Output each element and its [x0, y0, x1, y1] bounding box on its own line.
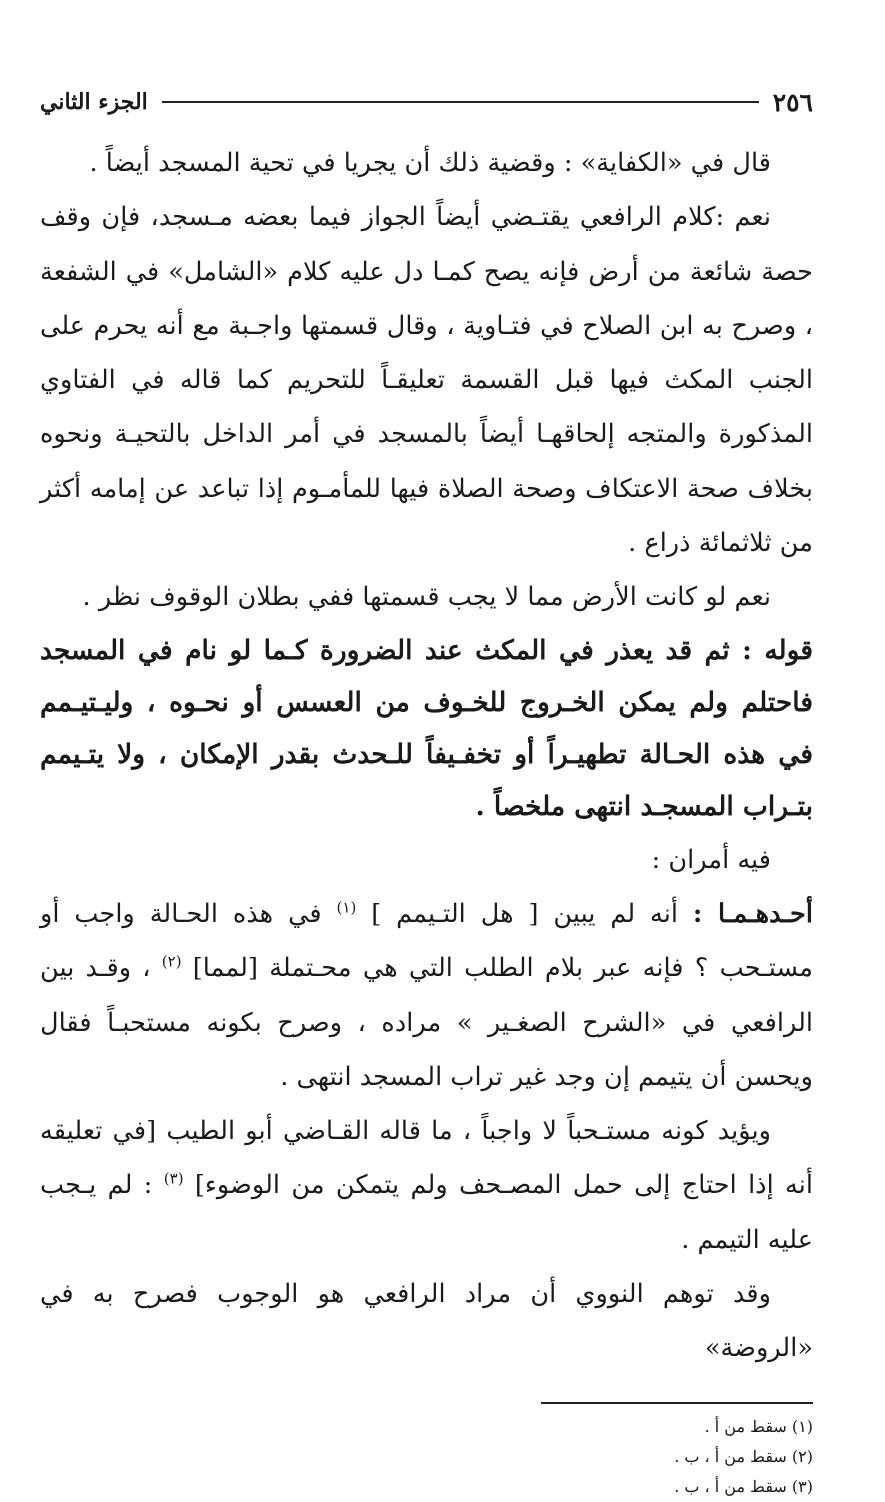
- points-intro: فيه أمران :: [651, 844, 771, 875]
- first-point-text-2: في هذه الحـالة واجب أو مستـحب ؟ فإنه عبر بلام الطلب التي هي محـتملة [لمما]: [40, 898, 813, 984]
- first-point-text-3: ، وقـد بين الرافعي في «الشرح الصغـير » مراده ، وصرح بكونه مستحبـاً فقال ويحسن أن يتيمم إن وجد غير تراب المسجد انتهى .: [40, 953, 813, 1092]
- header-rule: [162, 101, 759, 103]
- footnote-1: (١) سقط من أ .: [704, 1416, 813, 1436]
- footnotes: [40, 1412, 813, 1502]
- closing-paragraph: وقد توهم النووي أن مراد الرافعي هو الوجوب فصرح به في «الروضة»: [40, 1279, 813, 1364]
- paragraph-rafii-waqf: نعم :كلام الرافعي يقتـضي أيضاً الجواز فيما بعضه مـسجد، فإن وقف حصة شائعة من أرض فإنه يصح كمـا دل عليه كلام «الشامل» في الشفعة ، وصرح به ابن الصلاح في فتـاوية ، وقال قسمتها واجـبة مع أنه يحرم على الجنب المكث فيها قبل القسمة تعليقـاً للتحريم كما قاله في الفتاوي المذكورة والمتجه إلحاقهـا أيضاً بالمسجد في أمر الداخل بالتحيـة ونحوه بخلاف صحة الاعتكاف وصحة الصلاة فيها للمأمـوم إذا تباعد عن إمامه أكثر من ثلاثمائة ذراع .: [40, 202, 813, 559]
- support-text-2: : لم يـجب عليه التيمم .: [40, 1170, 813, 1255]
- first-point: [40, 887, 813, 1104]
- paragraph-kifaya: قال في «الكفاية» : وقضية ذلك أن يجريا في تحية المسجد أيضاً .: [89, 148, 771, 178]
- footnote-2: (٢) سقط من أ ، ب .: [674, 1446, 813, 1466]
- page-number: ٢٥٦: [772, 87, 813, 117]
- footnote-ref-2[interactable]: (٢): [161, 952, 182, 971]
- footnote-ref-3[interactable]: (٣): [163, 1169, 184, 1188]
- page-header: [40, 84, 813, 120]
- quoted-passage: قوله : ثم قد يعذر في المكث عند الضرورة كـما لو نام في المسجد فاحتلم ولم يمكن الخـروج للخـوف من العسس أو نحـوه ، وليـتيـمم في هذه الحـالة تطهيـراً أو تخفـيفاً للـحدث بقدر الإمكان ، ولا يتـيمم بتـراب المسجـد انتهى ملخصاً .: [40, 634, 813, 822]
- paragraph-land-division: نعم لو كانت الأرض مما لا يجب قسمتها ففي بطلان الوقوف نظر .: [82, 582, 771, 613]
- footnote-3: (٣) سقط من أ ، ب .: [674, 1476, 813, 1496]
- first-point-lead: أحـدهـمـا :: [692, 898, 813, 929]
- first-point-text-1: أنه لم يبين [ هل التـيمم ]: [356, 898, 693, 929]
- footnote-ref-1[interactable]: (١): [336, 898, 357, 917]
- footnote-rule: [541, 1402, 813, 1404]
- support-text-1: ويؤيد كونه مستـحباً لا واجباً ، ما قاله القـاضي أبو الطيب [في تعليقه أنه إذا احتاج إلى حمل المصـحف ولم يتمكن من الوضوء]: [40, 1116, 813, 1201]
- support-paragraph: [40, 1104, 813, 1267]
- running-title: الجزء الثاني: [40, 89, 148, 115]
